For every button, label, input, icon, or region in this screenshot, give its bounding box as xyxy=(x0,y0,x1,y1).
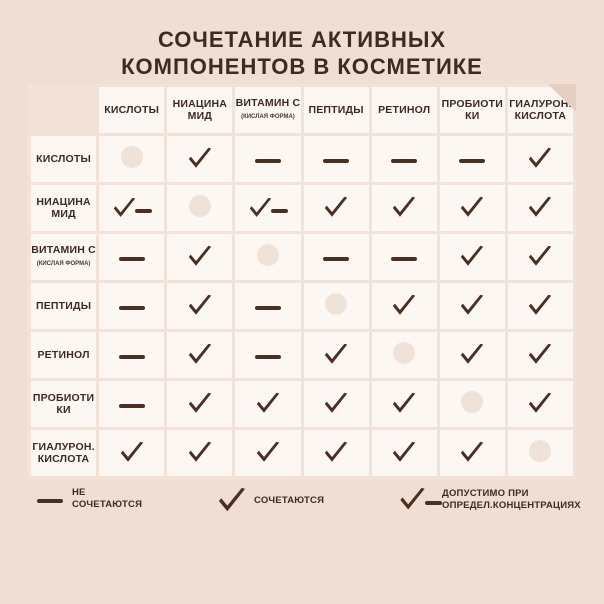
cell-content xyxy=(167,283,232,329)
matrix-cell-r4-c2 xyxy=(235,332,300,378)
legend-item-2 xyxy=(398,487,581,513)
self-dot xyxy=(189,195,211,217)
check-icon xyxy=(391,294,417,318)
dash-icon xyxy=(119,306,145,310)
cell-mark-dash xyxy=(255,297,281,315)
matrix-cell-r5-c1 xyxy=(167,381,232,427)
matrix-cell-r2-c1 xyxy=(167,234,232,280)
matrix-cell-r0-c2 xyxy=(235,136,300,182)
cell-mark-self xyxy=(393,342,415,369)
cell-content xyxy=(508,283,573,329)
legend-item-0-line1: НЕ xyxy=(72,487,86,498)
matrix-cell-r3-c6 xyxy=(508,283,573,329)
matrix-cell-r5-c0 xyxy=(99,381,164,427)
page-title xyxy=(0,26,604,80)
cell-content xyxy=(99,185,164,231)
cell-content xyxy=(508,381,573,427)
title-line-2: КОМПОНЕНТОВ В КОСМЕТИКЕ xyxy=(121,54,483,79)
cell-mark-dash xyxy=(119,395,145,413)
cell-content xyxy=(167,430,232,476)
cell-content xyxy=(167,185,232,231)
cell-mark-dash xyxy=(119,248,145,266)
self-dot xyxy=(529,440,551,462)
matrix-table xyxy=(28,84,576,479)
matrix-cell-r2-c3 xyxy=(304,234,369,280)
check-icon xyxy=(187,147,213,171)
matrix-cell-r6-c0 xyxy=(99,430,164,476)
cell-content xyxy=(99,332,164,378)
matrix-cell-r1-c6 xyxy=(508,185,573,231)
dash-icon xyxy=(391,257,417,261)
self-dot xyxy=(121,146,143,168)
matrix-cell-r2-c6 xyxy=(508,234,573,280)
matrix-cell-r3-c0 xyxy=(99,283,164,329)
dash-icon xyxy=(119,404,145,408)
self-dot xyxy=(461,391,483,413)
cell-content xyxy=(372,381,437,427)
column-header-1-label: НИАЦИНА МИД xyxy=(172,98,228,122)
row-header-3 xyxy=(31,283,96,329)
cell-mark-dash xyxy=(119,297,145,315)
check-icon xyxy=(527,147,553,171)
matrix-cell-r0-c5 xyxy=(440,136,505,182)
cell-content xyxy=(440,136,505,182)
check-icon xyxy=(187,343,213,367)
matrix-cell-r4-c1 xyxy=(167,332,232,378)
matrix-cell-r3-c3 xyxy=(304,283,369,329)
column-header-5 xyxy=(440,87,505,133)
column-header-2 xyxy=(235,87,300,133)
cell-content xyxy=(508,430,573,476)
row-header-6-label: ГИАЛУРОН. КИСЛОТА xyxy=(32,441,95,465)
cell-mark-dash xyxy=(323,150,349,168)
matrix-cell-r1-c5 xyxy=(440,185,505,231)
legend-item-0-line2: СОЧЕТАЮТСЯ xyxy=(72,499,143,510)
matrix-cell-r1-c2 xyxy=(235,185,300,231)
cell-content xyxy=(167,136,232,182)
row-header-4 xyxy=(31,332,96,378)
cell-content xyxy=(440,185,505,231)
cell-content xyxy=(167,381,232,427)
cell-content xyxy=(508,332,573,378)
table-row xyxy=(31,185,573,231)
matrix-cell-r5-c6 xyxy=(508,381,573,427)
check-dash-icon xyxy=(398,487,442,513)
matrix-cell-r4-c6 xyxy=(508,332,573,378)
dash-icon xyxy=(255,306,281,310)
column-header-3-label: ПЕПТИДЫ xyxy=(308,104,364,116)
check-icon xyxy=(459,196,485,220)
matrix-cell-r6-c3 xyxy=(304,430,369,476)
matrix-cell-r0-c6 xyxy=(508,136,573,182)
check-icon xyxy=(459,441,485,465)
matrix-cell-r3-c2 xyxy=(235,283,300,329)
check-icon xyxy=(187,392,213,416)
dash-icon xyxy=(119,355,145,359)
matrix-cell-r2-c2 xyxy=(235,234,300,280)
row-header-1-label: НИАЦИНА МИД xyxy=(36,196,91,220)
check-icon xyxy=(119,441,145,465)
cell-content xyxy=(304,381,369,427)
self-dot xyxy=(257,244,279,266)
column-header-3 xyxy=(304,87,369,133)
cell-content xyxy=(235,430,300,476)
cell-content xyxy=(372,430,437,476)
cell-mark-dash xyxy=(255,150,281,168)
matrix-cell-r3-c4 xyxy=(372,283,437,329)
cell-content xyxy=(372,283,437,329)
cell-content xyxy=(99,136,164,182)
check-icon xyxy=(391,392,417,416)
column-header-4-label: РЕТИНОЛ xyxy=(378,104,431,116)
cell-content xyxy=(372,136,437,182)
cell-content xyxy=(508,185,573,231)
matrix-cell-r4-c3 xyxy=(304,332,369,378)
matrix-cell-r6-c4 xyxy=(372,430,437,476)
legend-item-1-line1: СОЧЕТАЮТСЯ xyxy=(254,495,325,506)
cell-content xyxy=(440,283,505,329)
table-row xyxy=(31,136,573,182)
check-icon xyxy=(391,196,417,220)
cell-content xyxy=(440,234,505,280)
cell-content xyxy=(167,332,232,378)
cell-mark-self xyxy=(121,146,143,173)
check-icon xyxy=(527,196,553,220)
matrix-cell-r6-c1 xyxy=(167,430,232,476)
row-header-4-label: РЕТИНОЛ xyxy=(37,349,90,361)
table-row xyxy=(31,283,573,329)
cell-content xyxy=(304,185,369,231)
column-header-5-label: ПРОБИОТИ КИ xyxy=(441,98,504,122)
matrix-cell-r5-c2 xyxy=(235,381,300,427)
compatibility-matrix xyxy=(28,84,576,479)
cell-mark-self xyxy=(461,391,483,418)
row-header-5 xyxy=(31,381,96,427)
matrix-cell-r4-c4 xyxy=(372,332,437,378)
matrix-cell-r6-c5 xyxy=(440,430,505,476)
row-header-0 xyxy=(31,136,96,182)
matrix-cell-r4-c5 xyxy=(440,332,505,378)
check-icon xyxy=(527,392,553,416)
row-header-2 xyxy=(31,234,96,280)
check-icon xyxy=(187,294,213,318)
cell-content xyxy=(167,234,232,280)
check-icon xyxy=(323,196,349,220)
legend-item-2-line1: ДОПУСТИМО ПРИ xyxy=(442,488,529,499)
legend-item-0 xyxy=(28,487,210,511)
check-dash-icon xyxy=(248,197,288,220)
dash-icon xyxy=(459,159,485,163)
matrix-cell-r1-c4 xyxy=(372,185,437,231)
column-header-1 xyxy=(167,87,232,133)
column-header-2-sub: (КИСЛАЯ ФОРМА) xyxy=(241,114,295,120)
table-row xyxy=(31,381,573,427)
check-icon xyxy=(323,343,349,367)
check-icon xyxy=(255,392,281,416)
column-header-6-label: ГИАЛУРОН. КИСЛОТА xyxy=(509,98,572,122)
row-header-1 xyxy=(31,185,96,231)
matrix-cell-r1-c0 xyxy=(99,185,164,231)
cell-content xyxy=(304,234,369,280)
cell-content xyxy=(304,430,369,476)
row-header-3-label: ПЕПТИДЫ xyxy=(35,300,92,312)
matrix-cell-r0-c0 xyxy=(99,136,164,182)
dash-icon xyxy=(425,501,442,505)
cell-content xyxy=(99,430,164,476)
matrix-cell-r1-c1 xyxy=(167,185,232,231)
dash-icon xyxy=(119,257,145,261)
check-icon xyxy=(255,441,281,465)
cell-content xyxy=(372,332,437,378)
legend-item-1 xyxy=(210,487,398,515)
cell-content xyxy=(235,185,300,231)
dash-icon xyxy=(323,257,349,261)
column-header-0-label: КИСЛОТЫ xyxy=(104,104,160,116)
cell-content xyxy=(508,136,573,182)
check-icon xyxy=(459,245,485,269)
matrix-body xyxy=(31,136,573,476)
check-icon xyxy=(323,392,349,416)
cell-mark-self xyxy=(325,293,347,320)
matrix-cell-r1-c3 xyxy=(304,185,369,231)
dash-icon xyxy=(323,159,349,163)
check-icon xyxy=(527,343,553,367)
table-row xyxy=(31,332,573,378)
check-icon xyxy=(217,487,247,515)
check-icon xyxy=(527,245,553,269)
matrix-cell-r5-c3 xyxy=(304,381,369,427)
check-icon xyxy=(323,441,349,465)
cell-content xyxy=(99,234,164,280)
cell-content xyxy=(508,234,573,280)
row-header-2-sub: (КИСЛАЯ ФОРМА) xyxy=(36,261,91,267)
matrix-cell-r0-c4 xyxy=(372,136,437,182)
table-row xyxy=(31,234,573,280)
column-header-0 xyxy=(99,87,164,133)
cell-content xyxy=(304,136,369,182)
matrix-header-row xyxy=(31,87,573,133)
cell-content xyxy=(235,283,300,329)
row-header-0-label: КИСЛОТЫ xyxy=(36,153,92,165)
matrix-cell-r6-c6 xyxy=(508,430,573,476)
cell-content xyxy=(235,136,300,182)
legend-item-1-text xyxy=(254,495,324,507)
matrix-cell-r6-c2 xyxy=(235,430,300,476)
title-line-1: СОЧЕТАНИЕ АКТИВНЫХ xyxy=(157,27,447,52)
dash-icon xyxy=(135,209,152,213)
matrix-cell-r5-c5 xyxy=(440,381,505,427)
matrix-cell-r2-c4 xyxy=(372,234,437,280)
self-dot xyxy=(393,342,415,364)
check-icon xyxy=(187,245,213,269)
cell-content xyxy=(235,234,300,280)
matrix-cell-r4-c0 xyxy=(99,332,164,378)
legend xyxy=(28,487,581,515)
cell-mark-dash xyxy=(37,490,63,508)
row-header-6 xyxy=(31,430,96,476)
cell-mark-dash xyxy=(391,248,417,266)
matrix-cell-r2-c0 xyxy=(99,234,164,280)
cell-mark-dash xyxy=(323,248,349,266)
matrix-cell-r3-c1 xyxy=(167,283,232,329)
legend-item-0-text xyxy=(72,487,142,511)
cell-content xyxy=(235,381,300,427)
legend-dash-icon xyxy=(28,490,72,508)
matrix-cell-r5-c4 xyxy=(372,381,437,427)
row-header-5-label: ПРОБИОТИ КИ xyxy=(32,392,95,416)
legend-item-2-text xyxy=(442,488,581,512)
legend-check-dash-icon xyxy=(398,487,442,513)
corner-fold-decoration xyxy=(548,84,576,112)
column-header-2-label: ВИТАМИН С xyxy=(235,97,301,109)
cell-mark-self xyxy=(529,440,551,467)
check-icon xyxy=(187,441,213,465)
dash-icon xyxy=(271,209,288,213)
check-icon xyxy=(391,441,417,465)
check-icon xyxy=(459,294,485,318)
cell-mark-dash xyxy=(119,346,145,364)
self-dot xyxy=(325,293,347,315)
row-header-2-label: ВИТАМИН С xyxy=(31,244,96,256)
cell-mark-dash xyxy=(391,150,417,168)
cell-content xyxy=(440,381,505,427)
dash-icon xyxy=(391,159,417,163)
check-icon xyxy=(459,343,485,367)
cell-mark-self xyxy=(189,195,211,222)
cell-content xyxy=(440,332,505,378)
legend-item-2-line2: ОПРЕДЕЛ.КОНЦЕНТРАЦИЯХ xyxy=(442,500,581,511)
matrix-cell-r3-c5 xyxy=(440,283,505,329)
matrix-cell-r2-c5 xyxy=(440,234,505,280)
column-header-4 xyxy=(372,87,437,133)
cell-content xyxy=(372,185,437,231)
check-dash-icon xyxy=(112,197,152,220)
cell-content xyxy=(304,283,369,329)
matrix-corner-cell xyxy=(31,87,96,133)
matrix-cell-r0-c3 xyxy=(304,136,369,182)
dash-icon xyxy=(37,499,63,503)
cell-content xyxy=(304,332,369,378)
cell-mark-dash xyxy=(255,346,281,364)
cell-content xyxy=(440,430,505,476)
cell-mark-self xyxy=(257,244,279,271)
cell-content xyxy=(372,234,437,280)
cell-content xyxy=(235,332,300,378)
cell-content xyxy=(99,381,164,427)
matrix-cell-r0-c1 xyxy=(167,136,232,182)
cell-content xyxy=(99,283,164,329)
cell-mark-dash xyxy=(459,150,485,168)
dash-icon xyxy=(255,159,281,163)
legend-check-icon xyxy=(210,487,254,515)
check-icon xyxy=(527,294,553,318)
dash-icon xyxy=(255,355,281,359)
table-row xyxy=(31,430,573,476)
